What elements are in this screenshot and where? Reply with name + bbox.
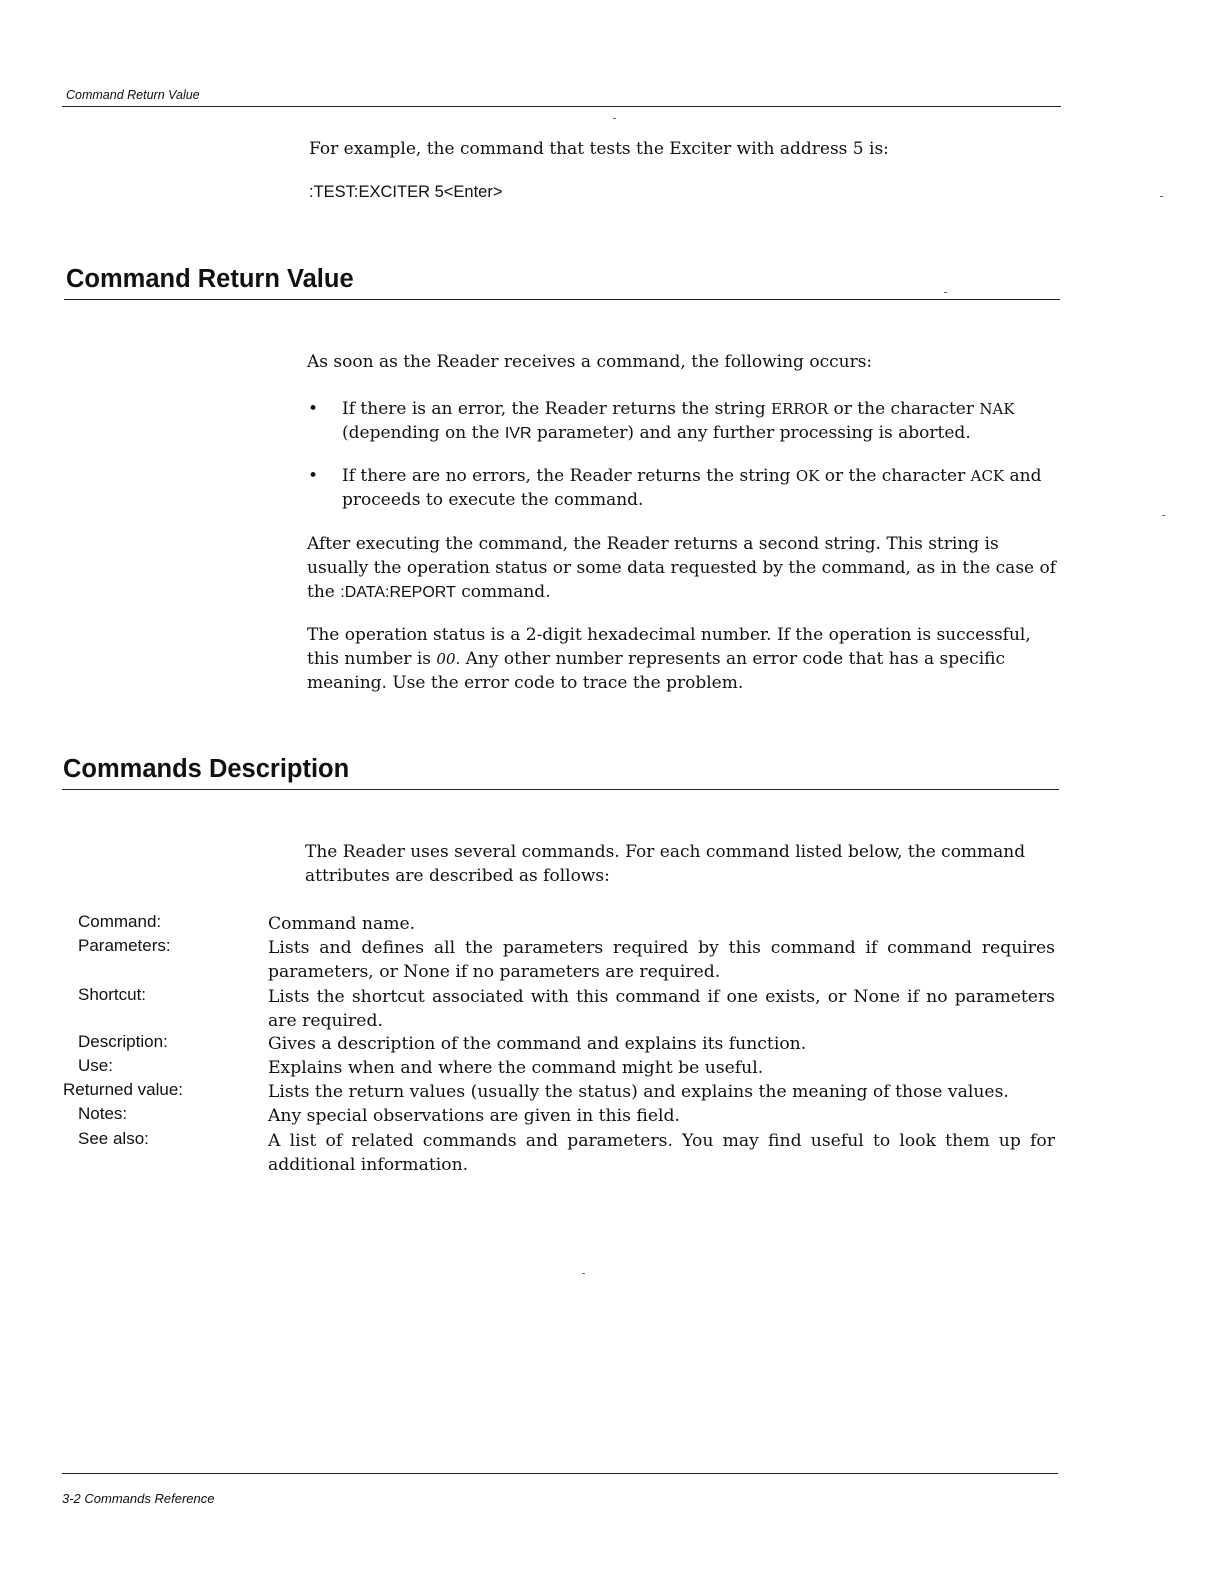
section-heading-return-value: Command Return Value <box>66 265 354 293</box>
header-rule <box>62 106 1061 107</box>
attribute-description: Lists the shortcut associated with this command if one exists, or None if no parameters are required. <box>268 987 1055 1031</box>
bullet-error <box>308 397 1042 446</box>
bullet-error-line2: (depending on the IVR parameter) and any further processing is aborted. <box>342 423 971 443</box>
attribute-description: Lists the return values (usually the status) and explains the meaning of those values. <box>268 1082 1009 1102</box>
example-text: For example, the command that tests the Exciter with address 5 is: <box>309 139 889 159</box>
attribute-label: Command: <box>78 912 162 931</box>
bullet-ok-line2: proceeds to execute the command. <box>342 490 644 510</box>
section-heading-commands-description: Commands Description <box>63 755 350 783</box>
scan-speck <box>944 292 947 293</box>
return-value-lead: As soon as the Reader receives a command, the following occurs: <box>307 352 873 372</box>
attribute-label: Parameters: <box>78 936 171 955</box>
scan-speck <box>1160 196 1163 197</box>
section-rule-commands-description <box>62 789 1059 790</box>
bullet-dot: • <box>308 399 319 419</box>
bullet-error-line1: If there is an error, the Reader returns the string ERROR or the character NAK <box>342 399 1015 419</box>
bullet-dot: • <box>308 466 319 486</box>
attribute-description: Command name. <box>268 914 416 934</box>
operation-status-paragraph: The operation status is a 2-digit hexadecimal number. If the operation is successful, this number is 00. Any other number represents an error code that has a specific meaning. Use the error code to trace the problem. <box>307 625 1031 693</box>
attribute-label: Description: <box>78 1032 168 1051</box>
attribute-description: Lists and defines all the parameters required by this command if command requires parameters, or None if no parameters are required. <box>268 938 1055 982</box>
attribute-label: Use: <box>78 1056 113 1075</box>
attribute-description: Explains when and where the command might be useful. <box>268 1058 764 1078</box>
commands-description-intro: The Reader uses several commands. For each command listed below, the command attributes are described as follows: <box>305 842 1026 886</box>
running-header: Command Return Value <box>66 88 200 102</box>
attribute-label: Notes: <box>78 1104 128 1123</box>
attribute-label: Shortcut: <box>78 985 147 1004</box>
attribute-description: Any special observations are given in this field. <box>268 1106 680 1126</box>
attribute-label: See also: <box>78 1129 149 1148</box>
attribute-description: Gives a description of the command and explains its function. <box>268 1034 807 1054</box>
scan-speck <box>582 1273 585 1274</box>
after-executing-paragraph: After executing the command, the Reader returns a second string. This string is usually the operation status or some data requested by the command, as in the case of the :DATA:REPORT command. <box>307 534 1057 602</box>
attribute-description: A list of related commands and parameters. You may find useful to look them up for additional information. <box>268 1131 1055 1175</box>
footer-rule <box>62 1473 1058 1474</box>
page-footer: 3-2 Commands Reference <box>62 1491 215 1506</box>
bullet-ok-line1: If there are no errors, the Reader returns the string OK or the character ACK and <box>342 466 1042 486</box>
section-rule-return-value <box>64 299 1060 300</box>
bullet-ok <box>308 464 1062 512</box>
attribute-label: Returned value: <box>63 1080 184 1099</box>
scan-speck <box>1162 515 1165 516</box>
example-command: :TEST:EXCITER 5<Enter> <box>309 183 503 201</box>
scan-speck <box>613 118 616 119</box>
